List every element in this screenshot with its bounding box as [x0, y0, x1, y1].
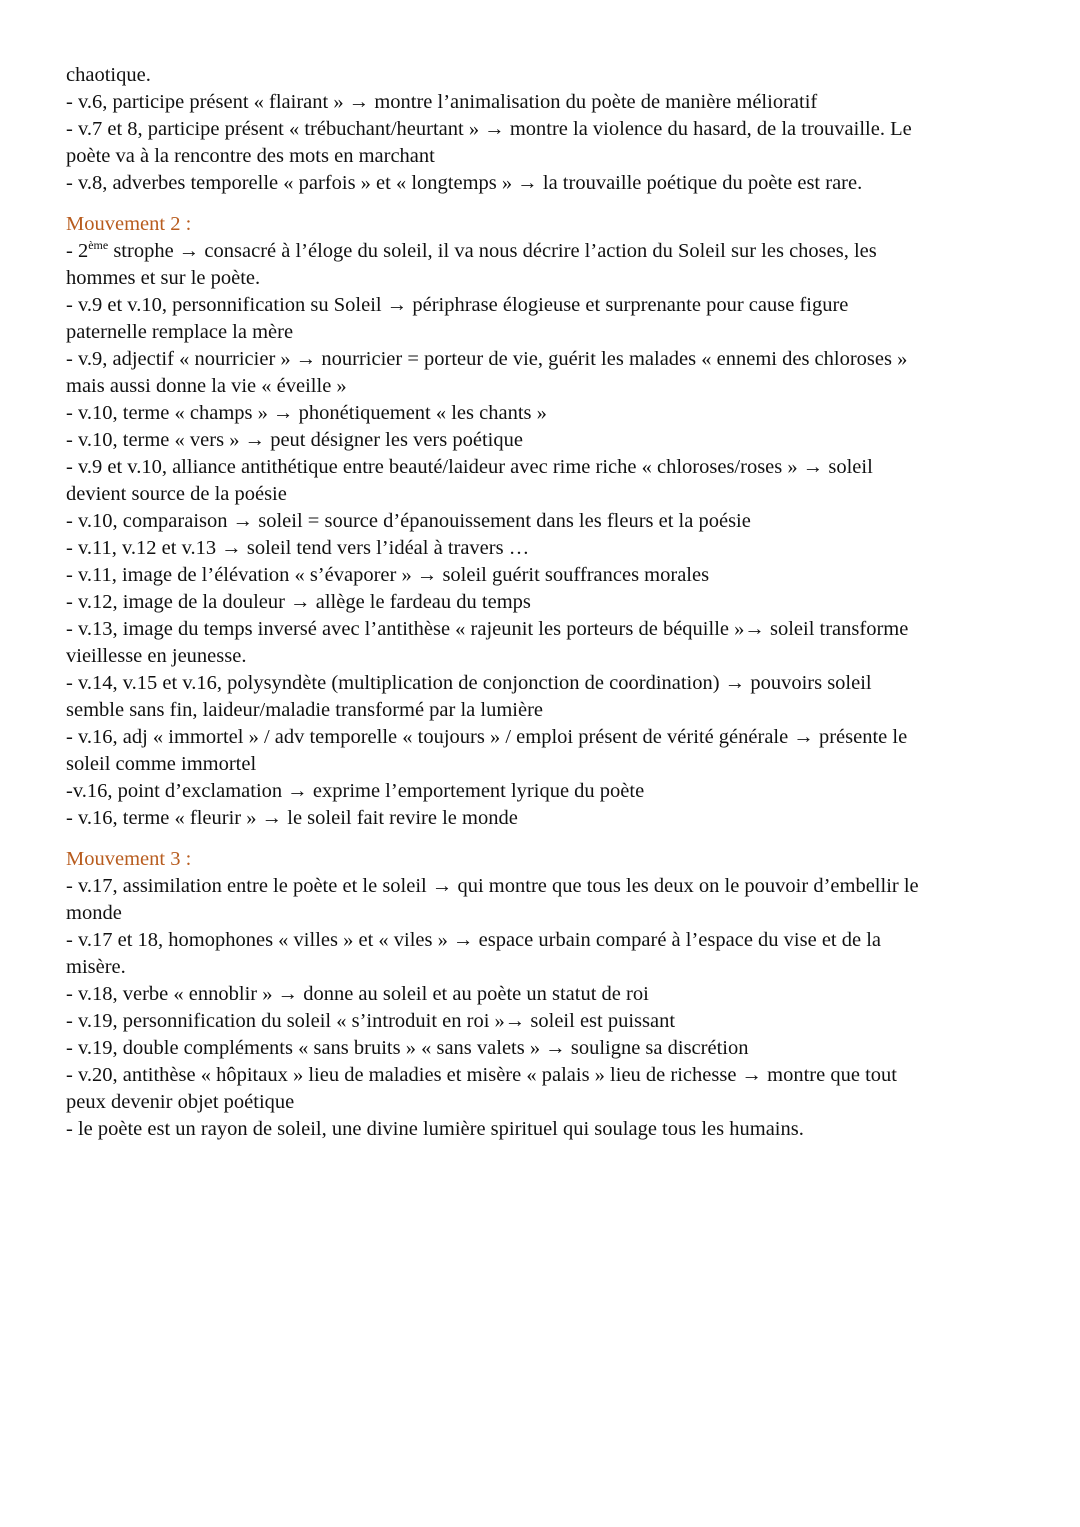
- text-line: soleil comme immortel: [66, 753, 257, 775]
- text-line: - v.10, comparaison → soleil = source d’épanouissement dans les fleurs et la poésie: [66, 510, 751, 532]
- text-line: paternelle remplace la mère: [66, 321, 294, 343]
- text-line: - v.18, verbe « ennoblir » → donne au soleil et au poète un statut de roi: [66, 983, 649, 1005]
- text-line: semble sans fin, laideur/maladie transformé par la lumière: [66, 699, 544, 721]
- text-line: - v.17, assimilation entre le poète et le soleil → qui montre que tous les deux on le pouvoir d’embellir le: [66, 875, 919, 897]
- text-line: - v.13, image du temps inversé avec l’antithèse « rajeunit les porteurs de béquille »→ soleil transforme: [66, 618, 909, 640]
- text-line: - v.8, adverbes temporelle « parfois » et « longtemps » → la trouvaille poétique du poète est rare.: [66, 172, 863, 194]
- text-line: peux devenir objet poétique: [66, 1091, 295, 1113]
- text-line: poète va à la rencontre des mots en marchant: [66, 145, 435, 167]
- text-line: misère.: [66, 956, 126, 978]
- text-line: devient source de la poésie: [66, 483, 287, 505]
- text-line: - v.19, double compléments « sans bruits » « sans valets » → souligne sa discrétion: [66, 1037, 749, 1059]
- text-line: - v.14, v.15 et v.16, polysyndète (multiplication de conjonction de coordination) → pouvoirs soleil: [66, 672, 872, 694]
- section-heading: Mouvement 2 :: [66, 213, 192, 235]
- mouvement-3-section: [66, 846, 1020, 1143]
- text-line: - v.11, image de l’élévation « s’évaporer » → soleil guérit souffrances morales: [66, 564, 710, 586]
- text-line: monde: [66, 902, 122, 924]
- text-line: - v.9, adjectif « nourricier » → nourricier = porteur de vie, guérit les malades « ennemi des chloroses »: [66, 348, 908, 370]
- text-fragment: - 2: [66, 240, 89, 262]
- text-line: - v.10, terme « champs » → phonétiquement « les chants »: [66, 402, 547, 424]
- text-line: [66, 238, 1020, 265]
- text-line: - v.9 et v.10, alliance antithétique entre beauté/laideur avec rime riche « chloroses/roses » → soleil: [66, 456, 873, 478]
- text-line: - v.6, participe présent « flairant » → montre l’animalisation du poète de manière mélioratif: [66, 91, 818, 113]
- text-fragment: strophe → consacré à l’éloge du soleil, il va nous décrire l’action du Soleil sur les choses, les: [108, 240, 877, 262]
- text-line: - v.11, v.12 et v.13 → soleil tend vers l’idéal à travers …: [66, 537, 530, 559]
- text-line: chaotique.: [66, 64, 151, 86]
- text-line: -v.16, point d’exclamation → exprime l’emportement lyrique du poète: [66, 780, 645, 802]
- ordinal-suffix: ème: [88, 238, 109, 252]
- text-line: - v.7 et 8, participe présent « trébuchant/heurtant » → montre la violence du hasard, de la trouvaille. Le: [66, 118, 912, 140]
- text-line: - v.17 et 18, homophones « villes » et « viles » → espace urbain comparé à l’espace du vise et de la: [66, 929, 882, 951]
- text-line: vieillesse en jeunesse.: [66, 645, 247, 667]
- text-line: - v.19, personnification du soleil « s’introduit en roi »→ soleil est puissant: [66, 1010, 676, 1032]
- text-line: - v.16, adj « immortel » / adv temporelle « toujours » / emploi présent de vérité générale → présente le: [66, 726, 908, 748]
- section-heading: Mouvement 3 :: [66, 848, 192, 870]
- text-line: - v.9 et v.10, personnification su Soleil → périphrase élogieuse et surprenante pour cause figure: [66, 294, 849, 316]
- text-line: - v.10, terme « vers » → peut désigner les vers poétique: [66, 429, 523, 451]
- text-line: - v.12, image de la douleur → allège le fardeau du temps: [66, 591, 531, 613]
- mouvement-2-section: [66, 211, 1020, 832]
- text-line: - v.20, antithèse « hôpitaux » lieu de maladies et misère « palais » lieu de richesse → montre que tout: [66, 1064, 897, 1086]
- text-line: - v.16, terme « fleurir » → le soleil fait revire le monde: [66, 807, 518, 829]
- text-line: - le poète est un rayon de soleil, une divine lumière spirituel qui soulage tous les humains.: [66, 1118, 804, 1140]
- text-line: hommes et sur le poète.: [66, 267, 261, 289]
- intro-section: [66, 62, 1020, 197]
- text-line: mais aussi donne la vie « éveille »: [66, 375, 347, 397]
